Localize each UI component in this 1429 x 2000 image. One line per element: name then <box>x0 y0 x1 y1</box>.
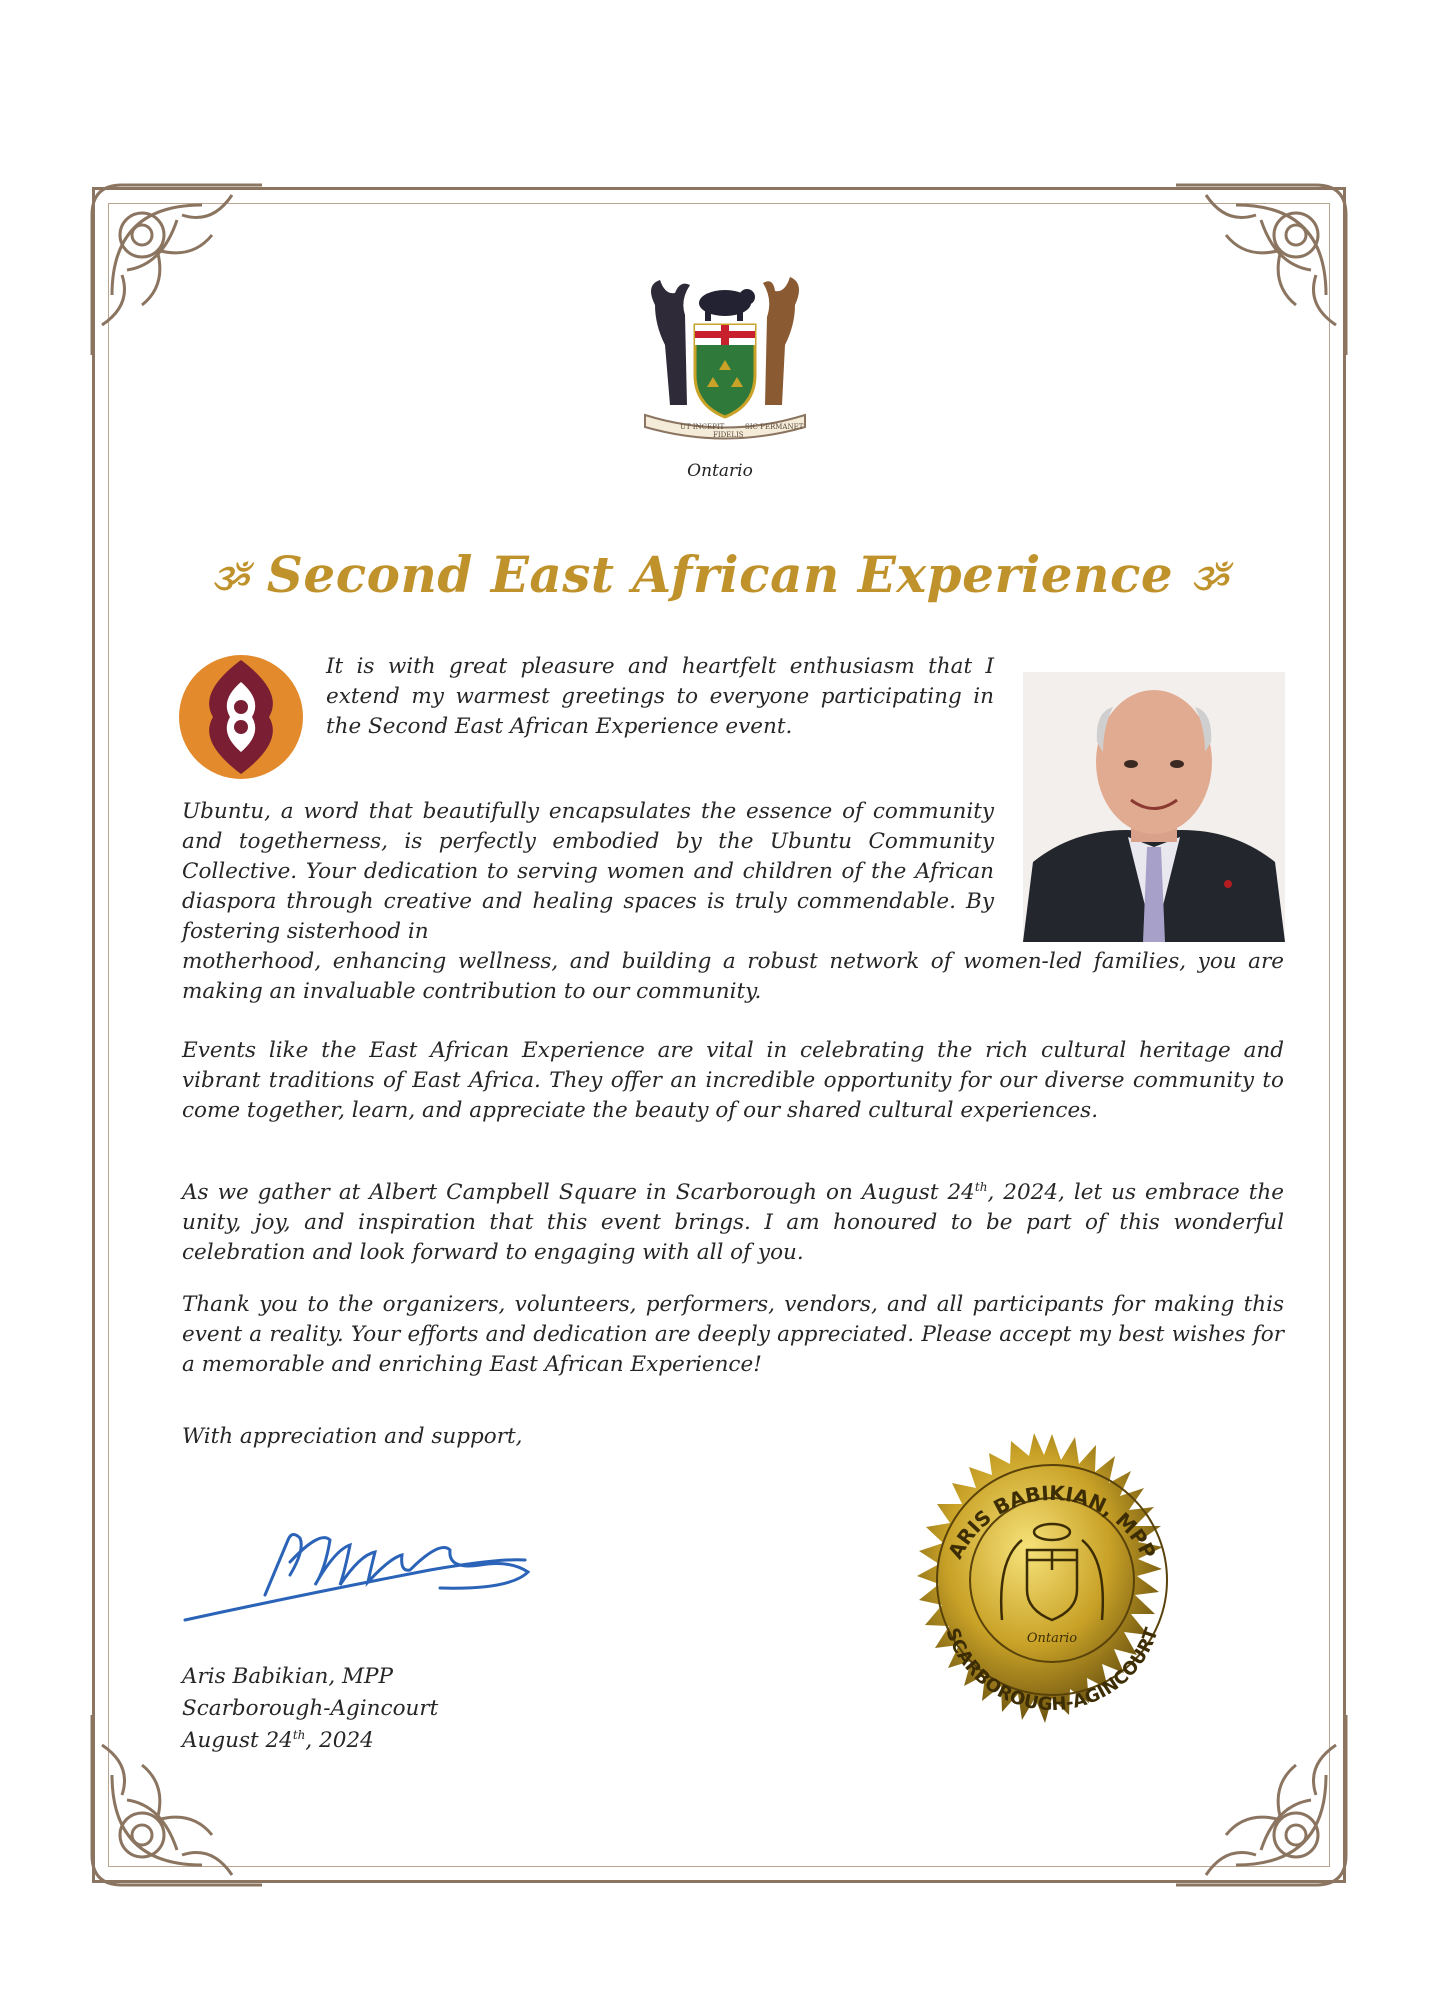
title-ornament-left-icon: ૐ <box>211 559 249 599</box>
signatory-date-suffix: th <box>292 1727 306 1742</box>
ubuntu-paragraph-part2: motherhood, enhancing wellness, and building a robust network of women-led families, you are making an invaluable contribution to our community. <box>182 949 1284 1004</box>
closing-line: With appreciation and support, <box>182 1424 523 1449</box>
mpp-portrait-photo <box>1023 672 1285 942</box>
signatory-date-text: August 24 <box>182 1728 293 1753</box>
handwritten-signature-icon <box>180 1500 540 1630</box>
gathering-date-suffix: th <box>974 1179 988 1194</box>
gathering-text-end: , 2024, let us embrace the unity, joy, and inspiration that this event brings. I am honoured to be part of this wonderful celebration and look forward to engaging with all of you. <box>182 1180 1285 1265</box>
greeting-paragraph: It is with great pleasure and heartfelt enthusiasm that I extend my warmest greetings to everyone participating in the Second East African Experience event. <box>326 654 994 739</box>
crest-caption: Ontario <box>687 461 753 481</box>
events-paragraph: Events like the East African Experience are vital in celebrating the rich cultural heritage and vibrant traditions of East Africa. They offer an incredible opportunity for our diverse community to come together, learn, and appreciate the beauty of our shared cultural experiences. <box>182 1038 1284 1123</box>
gathering-text-start: As we gather at Albert Campbell Square in Scarborough on August 24 <box>182 1180 975 1205</box>
corner-flourish-icon <box>1166 175 1356 365</box>
corner-flourish-icon <box>82 175 272 365</box>
certificate-title: Second East African Experience <box>266 545 1174 604</box>
seal-inner-caption: Ontario <box>1026 1631 1078 1646</box>
svg-text:SIC PERMANET: SIC PERMANET <box>745 423 804 431</box>
ubuntu-paragraph-part1: Ubuntu, a word that beautifully encapsulates the essence of community and togetherness, is perfectly embodied by the Ubuntu Community Collective. Your dedication to serving women and children of the African diaspora through creative and healing spaces is truly commendable. By fostering sisterhood in <box>182 799 994 944</box>
seal-bottom-text: SCARBOROUGH-AGINCOURT <box>941 1625 1163 1716</box>
signatory-date-year: , 2024 <box>305 1728 374 1753</box>
gold-seal-icon <box>882 1430 1222 1770</box>
title-ornament-right-icon: ૐ <box>1191 559 1229 599</box>
signatory-riding: Scarborough-Agincourt <box>182 1696 439 1721</box>
certificate-title-row <box>180 545 1260 604</box>
signatory-block <box>182 1661 438 1757</box>
svg-text:UT INCEPIT: UT INCEPIT <box>680 423 725 431</box>
ontario-coat-of-arms-icon <box>625 265 825 445</box>
ubuntu-collective-logo-icon <box>174 652 308 782</box>
svg-text:FIDELIS: FIDELIS <box>713 431 744 439</box>
seal-top-text: ARIS BABIKIAN, MPP <box>943 1480 1161 1563</box>
signatory-date <box>182 1725 438 1757</box>
signatory-name: Aris Babikian, MPP <box>182 1664 393 1689</box>
thanks-paragraph: Thank you to the organizers, volunteers, performers, vendors, and all participants for making this event a reality. Your efforts and dedication are deeply appreciated. Please accept my best wishes for a memorable and enriching East African Experience! <box>182 1292 1284 1377</box>
gathering-paragraph <box>182 1178 1284 1268</box>
